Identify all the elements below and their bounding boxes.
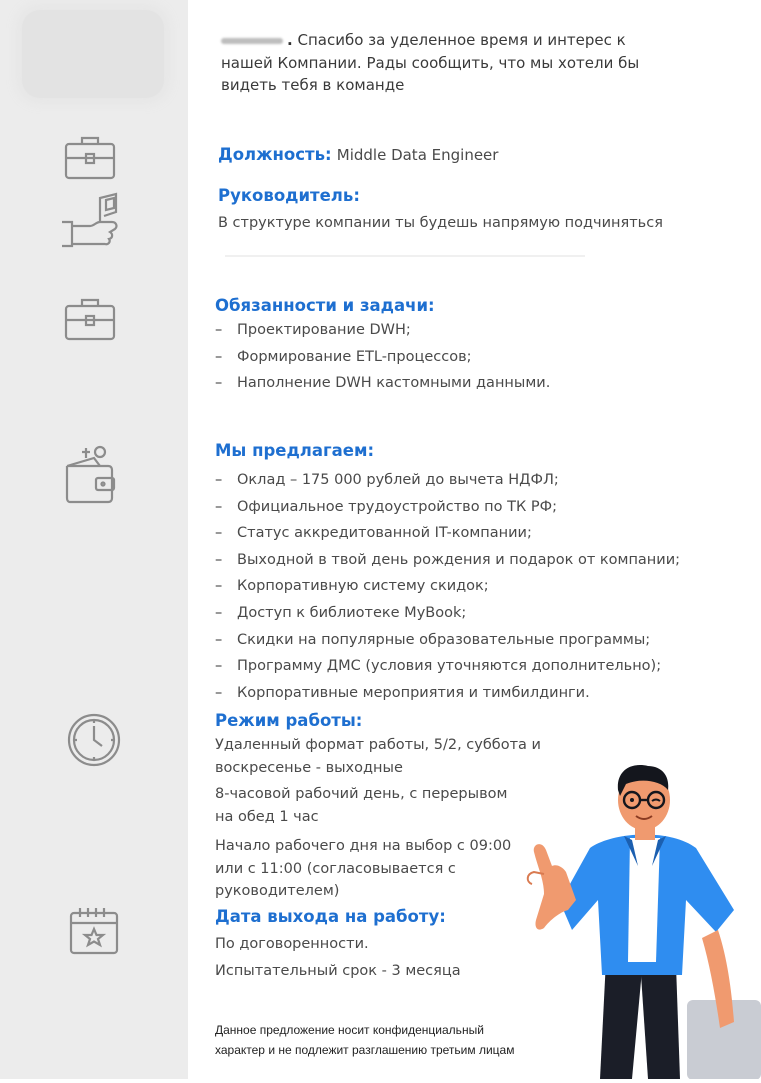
dash-marker: – <box>215 551 223 568</box>
list-item <box>215 370 550 397</box>
dash-marker: – <box>215 631 223 648</box>
schedule-line: 8-часовой рабочий день, с перерывом <box>215 786 508 802</box>
list-item <box>215 467 680 494</box>
dash-marker: – <box>215 472 223 488</box>
schedule-paragraph <box>215 783 507 828</box>
redacted-manager-line <box>225 255 585 257</box>
schedule-line: или с 11:00 (согласовывается с <box>215 860 456 877</box>
list-item-text: Корпоративные мероприятия и тимбилдинги. <box>237 684 590 701</box>
dash-marker: – <box>215 375 223 392</box>
dash-marker: – <box>215 604 223 621</box>
intro-line: Спасибо за уделенное время и интерес к <box>297 31 626 49</box>
person-illustration <box>520 760 761 1083</box>
schedule-heading: Режим работы: <box>215 711 363 730</box>
schedule-line: руководителем) <box>215 883 340 899</box>
calendar-icon <box>68 905 120 957</box>
dash-marker: – <box>215 322 223 338</box>
schedule-paragraph <box>215 734 541 779</box>
handshake-icon <box>60 192 122 250</box>
confidentiality-note <box>215 1020 514 1060</box>
footer-line: характер и не подлежит разглашению третьим лицам <box>215 1043 515 1057</box>
schedule-line: Удаленный формат работы, 5/2, суббота и <box>215 737 541 753</box>
list-item-text: Программу ДМС (условия уточняются дополнительно); <box>237 658 662 675</box>
position-value: Middle Data Engineer <box>336 146 499 164</box>
list-item <box>215 520 680 547</box>
list-item-text: Формирование ETL-процессов; <box>237 348 472 365</box>
start-line: Испытательный срок - 3 месяца <box>215 963 461 979</box>
list-item-text: Проектирование DWH; <box>237 322 411 338</box>
list-item-text: Выходной в твой день рождения и подарок от компании; <box>237 551 681 568</box>
list-item <box>215 680 680 707</box>
list-item <box>215 600 680 627</box>
list-item-text: Корпоративную систему скидок; <box>237 578 489 595</box>
duties-list <box>215 317 550 397</box>
duties-heading: Обязанности и задачи: <box>215 296 435 315</box>
start-line: По договоренности. <box>215 936 369 952</box>
schedule-line: Начало рабочего дня на выбор с 09:00 <box>215 838 512 854</box>
intro-line: нашей Компании. Рады сообщить, что мы хотели бы <box>221 53 640 72</box>
manager-text: В структуре компании ты будешь напрямую подчиняться <box>218 215 663 231</box>
offer-list <box>215 467 680 706</box>
position-row <box>218 145 498 164</box>
schedule-paragraph <box>215 835 511 903</box>
footer-line: Данное предложение носит конфиденциальный <box>215 1023 484 1037</box>
dash-marker: – <box>215 348 223 365</box>
intro-text: . Спасибо за уделенное время и интерес к нашей Компании. Рады сообщить, что мы хотели бы видеть тебя в команде <box>221 29 639 97</box>
list-item-text: Доступ к библиотеке MyBook; <box>237 604 467 621</box>
list-item <box>215 494 680 521</box>
clock-icon <box>66 712 122 768</box>
list-item <box>215 653 680 680</box>
intro-line: видеть тебя в команде <box>221 76 405 94</box>
redacted-name <box>221 38 283 44</box>
list-item-text: Оклад – 175 000 рублей до вычета НДФЛ; <box>237 472 559 488</box>
dash-marker: – <box>215 578 223 595</box>
offer-heading: Мы предлагаем: <box>215 441 375 460</box>
dash-marker: – <box>215 658 223 675</box>
list-item <box>215 627 680 654</box>
company-logo-blurred <box>22 10 164 98</box>
list-item <box>215 573 680 600</box>
position-heading: Должность: <box>218 145 332 164</box>
manager-heading: Руководитель: <box>218 186 360 205</box>
list-item <box>215 547 680 574</box>
schedule-line: воскресенье - выходные <box>215 759 403 776</box>
dash-marker: – <box>215 525 223 542</box>
dash-marker: – <box>215 684 223 701</box>
dash-marker: – <box>215 498 223 515</box>
list-item-text: Официальное трудоустройство по ТК РФ; <box>237 498 558 515</box>
sidebar <box>0 0 188 1079</box>
start-heading: Дата выхода на работу: <box>215 907 446 926</box>
briefcase-icon <box>64 296 116 342</box>
wallet-icon <box>64 444 118 504</box>
list-item <box>215 317 550 344</box>
list-item-text: Статус аккредитованной IT-компании; <box>237 525 532 542</box>
schedule-line: на обед 1 час <box>215 808 319 825</box>
list-item-text: Наполнение DWH кастомными данными. <box>237 375 551 392</box>
list-item <box>215 344 550 371</box>
list-item-text: Скидки на популярные образовательные программы; <box>237 631 651 648</box>
briefcase-icon <box>64 134 116 180</box>
